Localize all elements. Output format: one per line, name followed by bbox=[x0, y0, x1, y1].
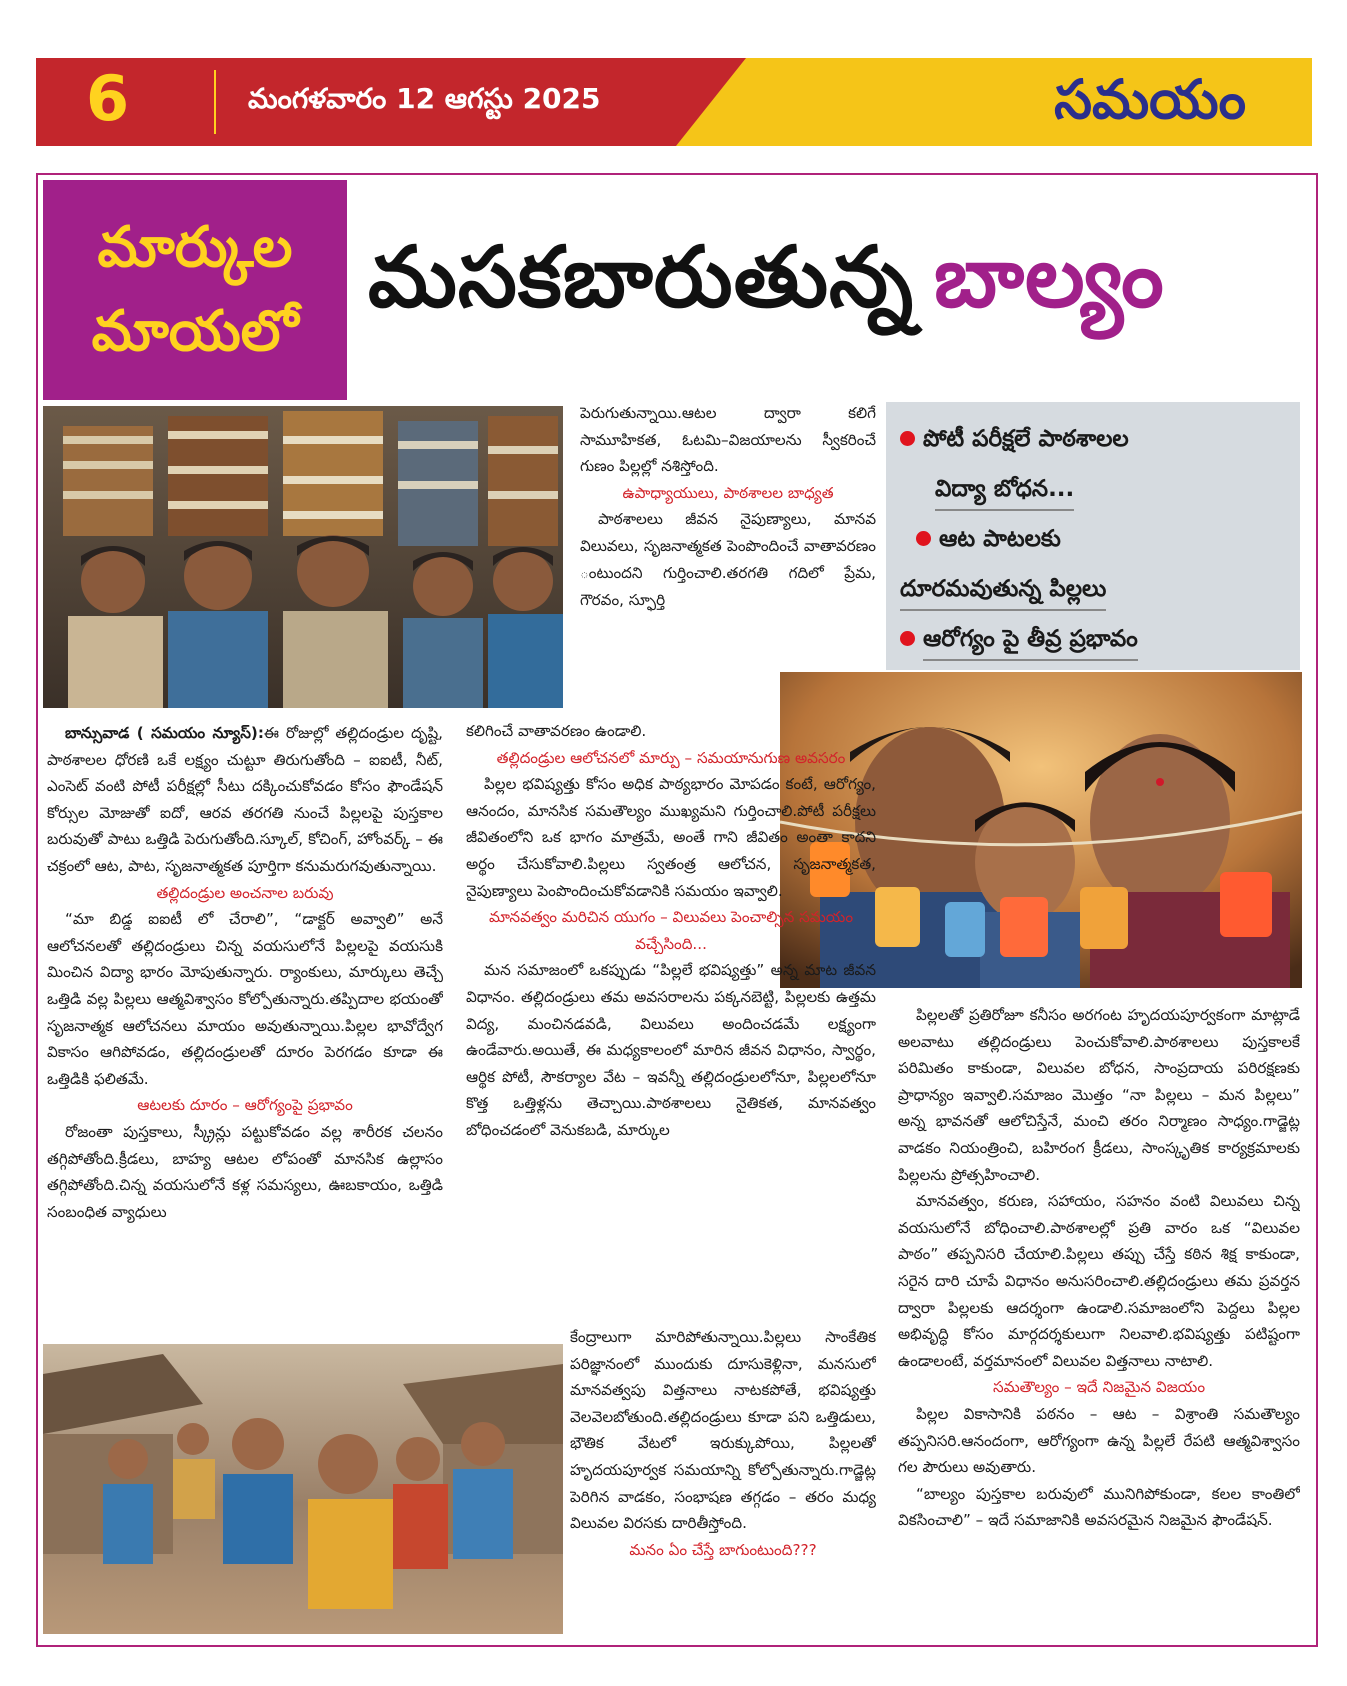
kicker-box bbox=[43, 180, 347, 400]
subheading-teachers-responsibility: ఉపాధ్యాయులు, పాఠశాలల బాధ్యత bbox=[622, 483, 834, 502]
highlight-3: ఆట పాటలకు bbox=[939, 526, 1061, 552]
column-middle-bottom bbox=[570, 1324, 876, 1620]
kicker-line-2: మాయలో bbox=[91, 299, 299, 364]
subheading-humanity-values: మానవత్వం మరిచిన యుగం – విలువలు పెంచాల్సిన సమయం వచ్చేసింది... bbox=[488, 908, 854, 953]
paragraph-humanity-values-cont: కేంద్రాలుగా మారిపోతున్నాయి.పిల్లలు సాంకేతిక పరిజ్ఞానంలో ముందుకు దూసుకెళ్లినా, మనసులో మానవత్వపు విత్తనాలు నాటకపోతే, భవిష్యత్తు వెలవెలబోతుంది.తల్లిదండ్రులు కూడా పని ఒత్తిడులు, భౌతిక వేటలో ఇరుక్కుపోయి, పిల్లలతో హృదయపూర్వక సమయాన్ని కోల్పోతున్నారు.గాడ్జెట్ల పెరిగిన వాడకం, సంభాషణ తగ్గడం – తరం మధ్య విలువల విరసకు దారితీస్తోంది. bbox=[570, 1328, 876, 1533]
red-bullet-icon bbox=[900, 631, 915, 646]
page-number: 6 bbox=[86, 62, 130, 135]
headline-part-1: మసకబారుతున్న bbox=[368, 228, 914, 326]
paragraph-games-health-cont: పెరుగుతున్నాయి.ఆటల ద్వారా కలిగే సామూహికత, ఓటమి–విజయాలను స్వీకరించే గుణం పిల్లల్లో నశిస్తోంది. bbox=[580, 404, 876, 476]
subheading-parents-expectations: తల్లిదండ్రుల అంచనాల బరువు bbox=[156, 883, 334, 902]
paragraph-teachers-responsibility-end: కలిగించే వాతావరణం ఉండాలి. bbox=[466, 722, 647, 740]
headline bbox=[368, 228, 1165, 347]
paragraph-teachers-responsibility-cont: ంటుందని గుర్తించాలి.తరగతి గదిలో ప్రేమ, గౌరవం, స్ఫూర్తి bbox=[580, 564, 876, 609]
subheading-games-health: ఆటలకు దూరం – ఆరోగ్యంపై ప్రభావం bbox=[137, 1096, 353, 1115]
paragraph-games-health: రోజంతా పుస్తకాలు, స్క్రీన్లు పట్టుకోవడం వల్ల శారీరక చలనం తగ్గిపోతోంది.క్రీడలు, బాహ్య ఆటల లోపంతో మానసిక ఉల్లాసం తగ్గిపోతోంది.చిన్న వయసులోనే కళ్ల సమస్యలు, ఊబకాయం, ఒత్తిడి సంబంధిత వ్యాధులు bbox=[47, 1122, 443, 1221]
highlight-5: ఆరోగ్యం పై తీవ్ర ప్రభావం bbox=[923, 619, 1138, 661]
highlight-4: దూరమవుతున్న పిల్లలు bbox=[900, 569, 1106, 611]
paragraph-parents-expectations: “మా బిడ్డ ఐఐటీ లో చేరాలి”, “డాక్టర్ అవ్వాలి” అనే ఆలోచనలతో తల్లిదండ్రులు చిన్న వయసులోనే పిల్లలపై వయసుకి మించిన విద్యా భారం మోపుతున్నారు. ర్యాంకులు, మార్కులు తెచ్చే ఒత్తిడి వల్ల పిల్లలు ఆత్మవిశ్వాసం కోల్పోతున్నారు.తప్పిదాల భయంతో సృజనాత్మక ఆలోచనలు మాయం అవుతున్నాయి.పిల్లల భావోద్వేగ వికాసం ఆగిపోవడం, తల్లిదండ్రులతో దూరం పెరగడం కూడా ఈ ఒత్తిడికి ఫలితమే. bbox=[47, 910, 443, 1088]
issue-date: మంగళవారం 12 ఆగస్టు 2025 bbox=[248, 82, 601, 115]
paragraph-parents-mindset: పిల్లల భవిష్యత్తు కోసం అధిక పాఠ్యభారం మోపడం కంటే, ఆరోగ్యం, ఆనందం, మానసిక సమతౌల్యం ముఖ్యమని గుర్తించాలి.పోటీ పరీక్షలు జీవితంలోని ఒక భాగం మాత్రమే, అంతే గాని జీవితం అంతా కాదని అర్థం చేసుకోవాలి.పిల్లలు స్వతంత్ర ఆలోచన, సృజనాత్మకత, నైపుణ్యాలు పెంపొందించుకోవడానికి సమయం ఇవ్వాలి. bbox=[466, 775, 876, 900]
intro-paragraph: ఈ రోజుల్లో తల్లిదండ్రుల దృష్టి, పాఠశాలల ధోరణి ఒకే లక్ష్యం చుట్టూ తిరుగుతోంది – ఐఐటీ, నీట్, ఎంసెట్ వంటి పోటీ పరీక్షల్లో సీటు దక్కించుకోవడం కోసం ఫౌండేషన్ కోర్సుల మోజుతో ఐదో, ఆరవ తరగతి నుంచే పిల్లలపై పుస్తకాల బరువుతో పాటు ఒత్తిడి పెరుగుతోంది.స్కూల్, కోచింగ్, హోంవర్క్ – ఈ చక్రంలో ఆట, పాట, సృజనాత్మకత పూర్తిగా కనుమరుగవుతున్నాయి. bbox=[47, 724, 443, 875]
red-bullet-icon bbox=[916, 531, 931, 546]
column-middle-top bbox=[580, 400, 876, 560]
column-middle-wide bbox=[466, 718, 876, 1324]
photo-children-carrying-books bbox=[43, 406, 563, 708]
column-left bbox=[47, 720, 443, 1308]
masthead-logo: సమయం bbox=[1054, 68, 1246, 131]
highlight-2: విద్యా బోధన... bbox=[935, 469, 1074, 511]
headline-part-2: బాల్యం bbox=[933, 228, 1165, 326]
paragraph-closing-quote: “బాల్యం పుస్తకాల బరువులో మునిగిపోకుండా, కలల కాంతిలో వికసించాలి” – ఇదే సమాజానికి అవసరమైన నిజమైన ఫౌండేషన్. bbox=[898, 1484, 1300, 1530]
paragraph-teachers-responsibility: పాఠశాలలు జీవన నైపుణ్యాలు, మానవ విలువలు, సృజనాత్మకత పెంపొందించే వాతావరణం bbox=[580, 510, 876, 555]
header-divider bbox=[214, 70, 216, 134]
paragraph-humanity-values: మన సమాజంలో ఒకప్పుడు “పిల్లలే భవిష్యత్తు” అన్న మాట జీవన విధానం. తల్లిదండ్రులు తమ అవసరాలను పక్కనబెట్టి, పిల్లలకు ఉత్తమ విద్య, మంచినడవడి, విలువలు అందించడమే లక్ష్యంగా ఉండేవారు.అయితే, ఈ మధ్యకాలంలో మారిన జీవన విధానం, స్వార్థం, ఆర్థిక పోటీ, సౌకర్యాల వేట – ఇవన్నీ తల్లిదండ్రులలోనూ, పిల్లలలోనూ కొత్త ఒత్తిళ్లను తెచ్చాయి.పాఠశాలలు నైతికత, మానవత్వం బోధించడంలో వెనుకబడి, మార్కుల bbox=[466, 961, 876, 1139]
kicker-line-1: మార్కుల bbox=[97, 215, 293, 280]
column-middle-narrow bbox=[580, 560, 876, 718]
highlights-box bbox=[886, 402, 1300, 670]
column-right bbox=[898, 1002, 1300, 1622]
page-header bbox=[36, 58, 1312, 146]
paragraph-balance: పిల్లల వికాసానికి పఠనం – ఆట – విశ్రాంతి సమతౌల్యం తప్పనిసరి.ఆనందంగా, ఆరోగ్యంగా ఉన్న పిల్లలే రేపటి ఆత్మవిశ్వాసం గల పౌరులు అవుతారు. bbox=[898, 1404, 1300, 1477]
paragraph-daily-conversation: పిల్లలతో ప్రతిరోజూ కనీసం అరగంట హృదయపూర్వకంగా మాట్లాడే అలవాటు తల్లిదండ్రులు పెంచుకోవాలి.పాఠశాలలు పుస్తకాలకే పరిమితం కాకుండా, విలువల బోధన, సాంప్రదాయ పరిరక్షణకు ప్రాధాన్యం ఇవ్వాలి.సమాజం మొత్తం “నా పిల్లలు – మన పిల్లలు” అన్న భావనతో ఆలోచిస్తేనే, మంచి తరం నిర్మాణం సాధ్యం.గాడ్జెట్ల వాడకం నియంత్రించి, బహిరంగ క్రీడలు, సాంస్కృతిక కార్యక్రమాలకు పిల్లలను ప్రోత్సహించాలి. bbox=[898, 1006, 1300, 1184]
subheading-balance: సమతౌల్యం – ఇదే నిజమైన విజయం bbox=[992, 1378, 1206, 1397]
paragraph-teach-values: మానవత్వం, కరుణ, సహాయం, సహనం వంటి విలువలు చిన్న వయసులోనే బోధించాలి.పాఠశాలల్లో ప్రతి వారం ఒక “విలువల పాఠం” తప్పనిసరి చేయాలి.పిల్లలు తప్పు చేస్తే కఠిన శిక్ష కాకుండా, సరైన దారి చూపే విధానం అనుసరించాలి.తల్లిదండ్రులు తమ ప్రవర్తన ద్వారా పిల్లలకు ఆదర్శంగా ఉండాలి.సమాజంలోని పెద్దలు పిల్లల అభివృద్ధి కోసం మార్గదర్శకులుగా నిలవాలి.భవిష్యత్తు పటిష్టంగా ఉండాలంటే, వర్తమానంలో విలువల విత్తనాలు నాటాలి. bbox=[898, 1192, 1300, 1370]
subheading-what-to-do: మనం ఏం చేస్తే బాగుంటుంది??? bbox=[629, 1540, 817, 1559]
subheading-parents-mindset: తల్లిదండ్రుల ఆలోచనలో మార్పు – సమయానుగుణ అవసరం bbox=[496, 748, 846, 767]
highlight-1: పోటీ పరీక్షలే పాఠశాలల bbox=[923, 426, 1129, 452]
photo-children-playing bbox=[43, 1344, 563, 1634]
red-bullet-icon bbox=[900, 431, 915, 446]
dateline: బాన్సువాడ ( సమయం న్యూస్): bbox=[65, 724, 264, 742]
